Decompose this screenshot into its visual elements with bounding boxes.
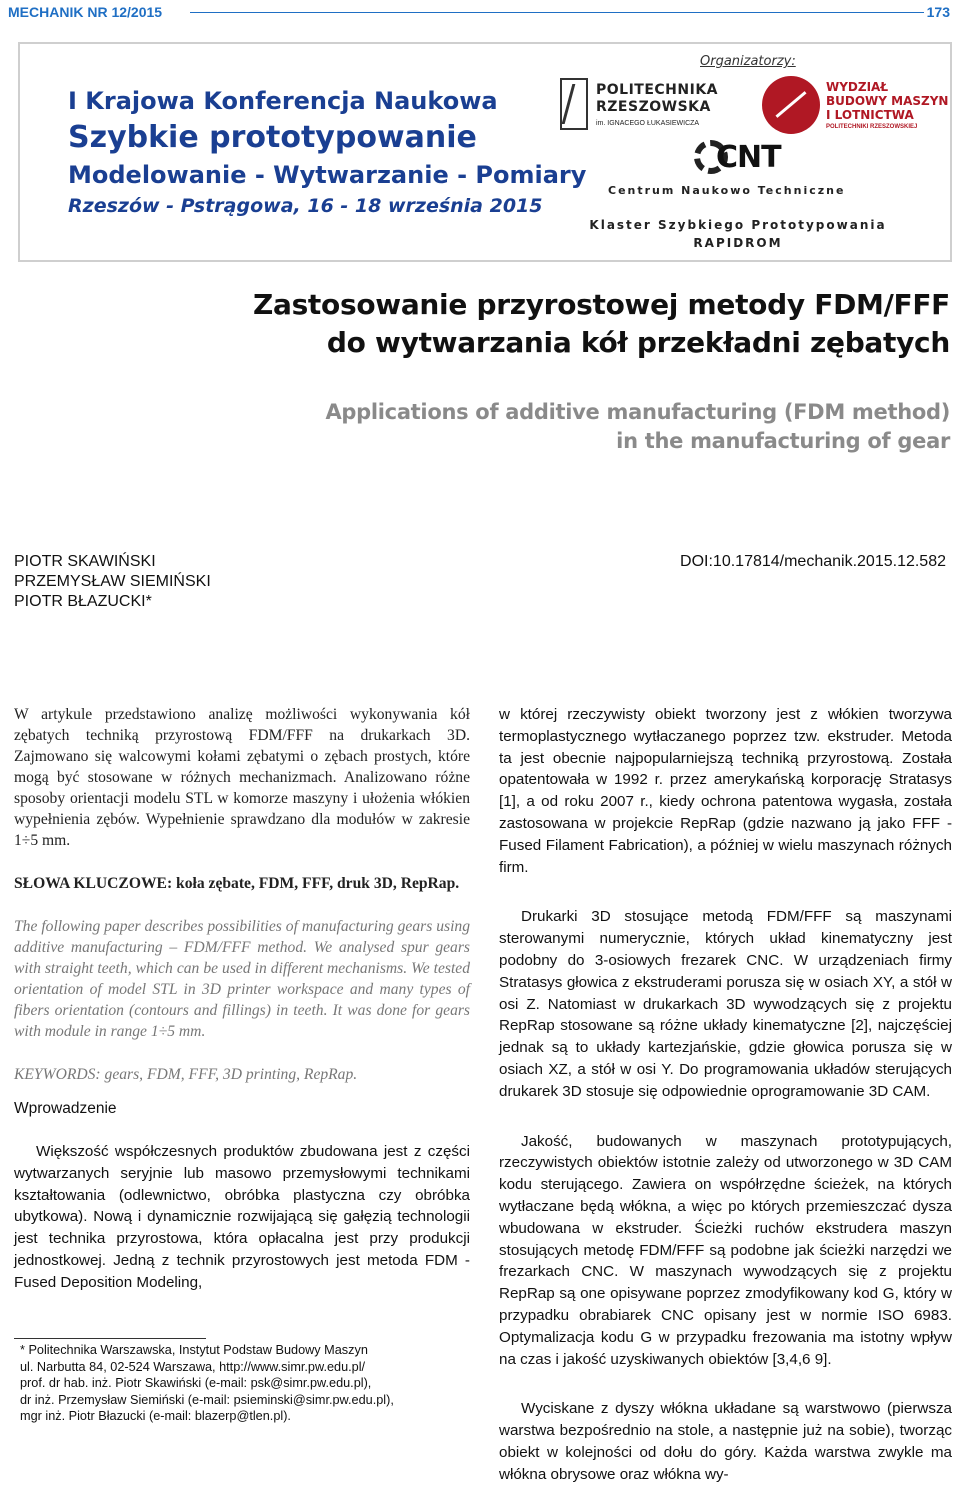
conference-line-4: Rzeszów - Pstrągowa, 16 - 18 września 2015 bbox=[68, 195, 543, 217]
section-heading: Wprowadzenie bbox=[14, 1100, 117, 1117]
footnote bbox=[20, 1342, 470, 1425]
keywords-polish: SŁOWA KLUCZOWE: koła zębate, FDM, FFF, druk 3D, RepRap. bbox=[14, 875, 460, 892]
title-pl-line-1: Zastosowanie przyrostowej metody FDM/FFF bbox=[252, 288, 950, 321]
politechnika-emblem-icon bbox=[560, 78, 588, 130]
cnt-wordmark: CNT bbox=[716, 140, 781, 175]
journal-name: MECHANIK NR 12/2015 bbox=[8, 4, 163, 20]
footnote-line-3: prof. dr hab. inż. Piotr Skawiński (e-mail: psk@simr.pw.edu.pl), bbox=[20, 1376, 372, 1390]
article-title-english bbox=[325, 398, 950, 456]
author-3: PIOTR BŁAZUCKI* bbox=[14, 593, 152, 610]
author-2: PRZEMYSŁAW SIEMIŃSKI bbox=[14, 573, 211, 590]
intro-paragraph: Większość współczesnych produktów zbudowana jest z części wytwarzanych seryjnie lub masowo przemysłowymi technikami kształtowania (odlewnictwo, obróbka plastyczna czy obróbka ubytkowa). Nową i dynamicznie rozwijającą się gałęzią technologii jest technika przyrostowa, która opłacalna jest przy produkcji jednostkowej. Jedną z technik przyrostowych jest metoda FDM - Fused Deposition Modeling, bbox=[14, 1143, 470, 1291]
footnote-line-4: dr inż. Przemysław Siemiński (e-mail: psieminski@simr.pw.edu.pl), bbox=[20, 1392, 394, 1407]
klaster-line-2: RAPIDROM bbox=[693, 236, 783, 250]
page-number: 173 bbox=[926, 4, 950, 20]
wydzial-name-line-2: BUDOWY MASZYN bbox=[826, 94, 949, 108]
wydzial-name-line-3: I LOTNICTWA bbox=[826, 108, 914, 122]
wydzial-name-line-1: WYDZIAŁ bbox=[826, 80, 889, 94]
conference-line-1: I Krajowa Konferencja Naukowa bbox=[68, 87, 498, 115]
title-pl-line-2: do wytwarzania kół przekładni zębatych bbox=[326, 326, 950, 359]
conference-line-3: Modelowanie - Wytwarzanie - Pomiary bbox=[68, 161, 587, 189]
footnote-line-2: ul. Narbutta 84, 02-524 Warszawa, http://www.simr.pw.edu.pl/ bbox=[20, 1359, 366, 1374]
running-header bbox=[0, 0, 960, 26]
body-paragraph-2: Drukarki 3D stosujące metodą FDM/FFF są maszynami sterowanymi numerycznie, których układ kinematyczny jest podobny do 3-osiowych frezarek CNC. W urządzeniach firmy Stratasys głowica z ekstruderami porusza się w osiach XY, a stół w osi Z. Natomiast w drukarkach 3D wywodzących się z projektu RepRap stosowane są różne układy kinematyczne [2], najczęściej jednak są to układy kartezjańskie, gdzie głowica porusza się w osiach XZ, a stół w osi Y. Do programowania układów sterujących drukarek 3D stosuje się odpowiednie oprogramowanie 3D CAM. bbox=[499, 908, 952, 1100]
klaster-line-1: Klaster Szybkiego Prototypowania bbox=[589, 218, 887, 232]
abstract-polish: W artykule przedstawiono analizę możliwości wykonywania kół zębatych techniką przyrostową FDM/FFF na drukarkach 3D. Zajmowano się walcowymi kołami zębatymi o zębach prostych, które mogą być stosowane w różnych mechanizmach. Analizowano różne sposoby orientacji modelu STL w komorze maszyny i ułożenia włókien wypełnienia zębów. Wypełnienie sprawdzano dla modułów w zakresie 1÷5 mm. bbox=[14, 706, 470, 849]
keywords-english: KEYWORDS: gears, FDM, FFF, 3D printing, RepRap. bbox=[14, 1066, 358, 1083]
footnote-line-5: mgr inż. Piotr Błazucki (e-mail: blazerp@tlen.pl). bbox=[20, 1409, 291, 1423]
politechnika-name-line-1: POLITECHNIKA bbox=[596, 82, 719, 98]
klaster-caption bbox=[548, 216, 928, 252]
politechnika-name bbox=[596, 82, 718, 116]
author-1: PIOTR SKAWIŃSKI bbox=[14, 553, 156, 570]
footnote-line-1: * Politechnika Warszawska, Instytut Podstaw Budowy Maszyn bbox=[20, 1343, 368, 1357]
wydzial-subtitle: POLITECHNIKI RZESZOWSKIEJ bbox=[826, 124, 918, 130]
wydzial-name bbox=[826, 80, 948, 122]
header-rule bbox=[190, 12, 924, 13]
conference-banner bbox=[18, 42, 952, 262]
footnote-rule bbox=[14, 1338, 206, 1339]
title-en-line-1: Applications of additive manufacturing (FDM method) bbox=[325, 400, 950, 424]
doi[interactable]: DOI:10.17814/mechanik.2015.12.582 bbox=[680, 553, 946, 570]
body-paragraph-3: Jakość, budowanych w maszynach prototypujących, rzeczywistych obiektów istotnie zależy od utworzonego w 3D CAM kodu sterującego. Zawiera on współrzędne ścieżek, na których wytłaczane będą włókna, a więc po których przemieszczać dysza wbudowana w ekstruder. Ścieżki ruchów ekstrudera maszyn stosujących metodę FDM/FFF są podobne jak ścieżki narzędzi we frezarkach CNC. W maszynach wywodzących się z projektu RepRap są one opisywane poprzez zmodyfikowany kod G, który w przypadku obrabiarek CNC opisany jest w normie ISO 6983. Optymalizacja kodu G w przypadku frezowania ma istotny wpływ na czas i jakość uzyskiwanych obiektów [3,4,6 9]. bbox=[499, 1132, 952, 1368]
right-column bbox=[499, 704, 952, 1486]
conference-title bbox=[68, 84, 586, 220]
cnt-caption: Centrum Naukowo Techniczne bbox=[608, 184, 846, 197]
wydzial-emblem-icon bbox=[762, 76, 820, 134]
abstract-english: The following paper describes possibilities of manufacturing gears using additive manufacturing – FDM/FFF method. We analysed spur gears with straight teeth, which can be used in different mechanisms. We tested orientation of model STL in 3D printer workspace and many types of fibers orientation (contours and fillings) in teeth. It was done for gears with module in range 1÷5 mm. bbox=[14, 918, 470, 1040]
politechnika-subtitle: im. IGNACEGO ŁUKASIEWICZA bbox=[596, 120, 700, 127]
politechnika-rzeszowska-logo bbox=[560, 78, 719, 134]
title-en-line-2: in the manufacturing of gear bbox=[616, 429, 950, 453]
cnt-logo bbox=[688, 136, 798, 186]
politechnika-name-line-2: RZESZOWSKA bbox=[596, 99, 711, 115]
wydzial-logo bbox=[762, 76, 952, 140]
body-paragraph-4: Wyciskane z dyszy włókna układane są warstwowo (pierwsza warstwa bezpośrednio na stole, a następnie już na sobie), tworząc obiekt w kolejności od dołu do góry. Każda warstwa zwykle ma włókna obrysowe oraz włókna wy- bbox=[499, 1400, 952, 1483]
body-paragraph-1: w której rzeczywisty obiekt tworzony jest z włókien tworzywa termoplastycznego wytłaczanego poprzez tzw. ekstruder. Metoda ta jest obecnie najpopularniejszą techniką przyrostową. Została opatentowała w 1992 r. przez amerykańską korporację Stratasys [1], a od roku 2007 r., kiedy ochrona patentowa wygasła, została zastosowana w projekcie RepRap (gdzie nazwano ją jako FFF - Fused Filament Fabrication), a później w wielu maszynach różnych firm. bbox=[499, 706, 952, 876]
article-title-polish bbox=[253, 286, 950, 362]
left-column bbox=[14, 704, 470, 1294]
organizers-label: Organizatorzy: bbox=[700, 54, 796, 69]
conference-line-2: Szybkie prototypowanie bbox=[68, 120, 477, 155]
author-list bbox=[14, 552, 211, 612]
